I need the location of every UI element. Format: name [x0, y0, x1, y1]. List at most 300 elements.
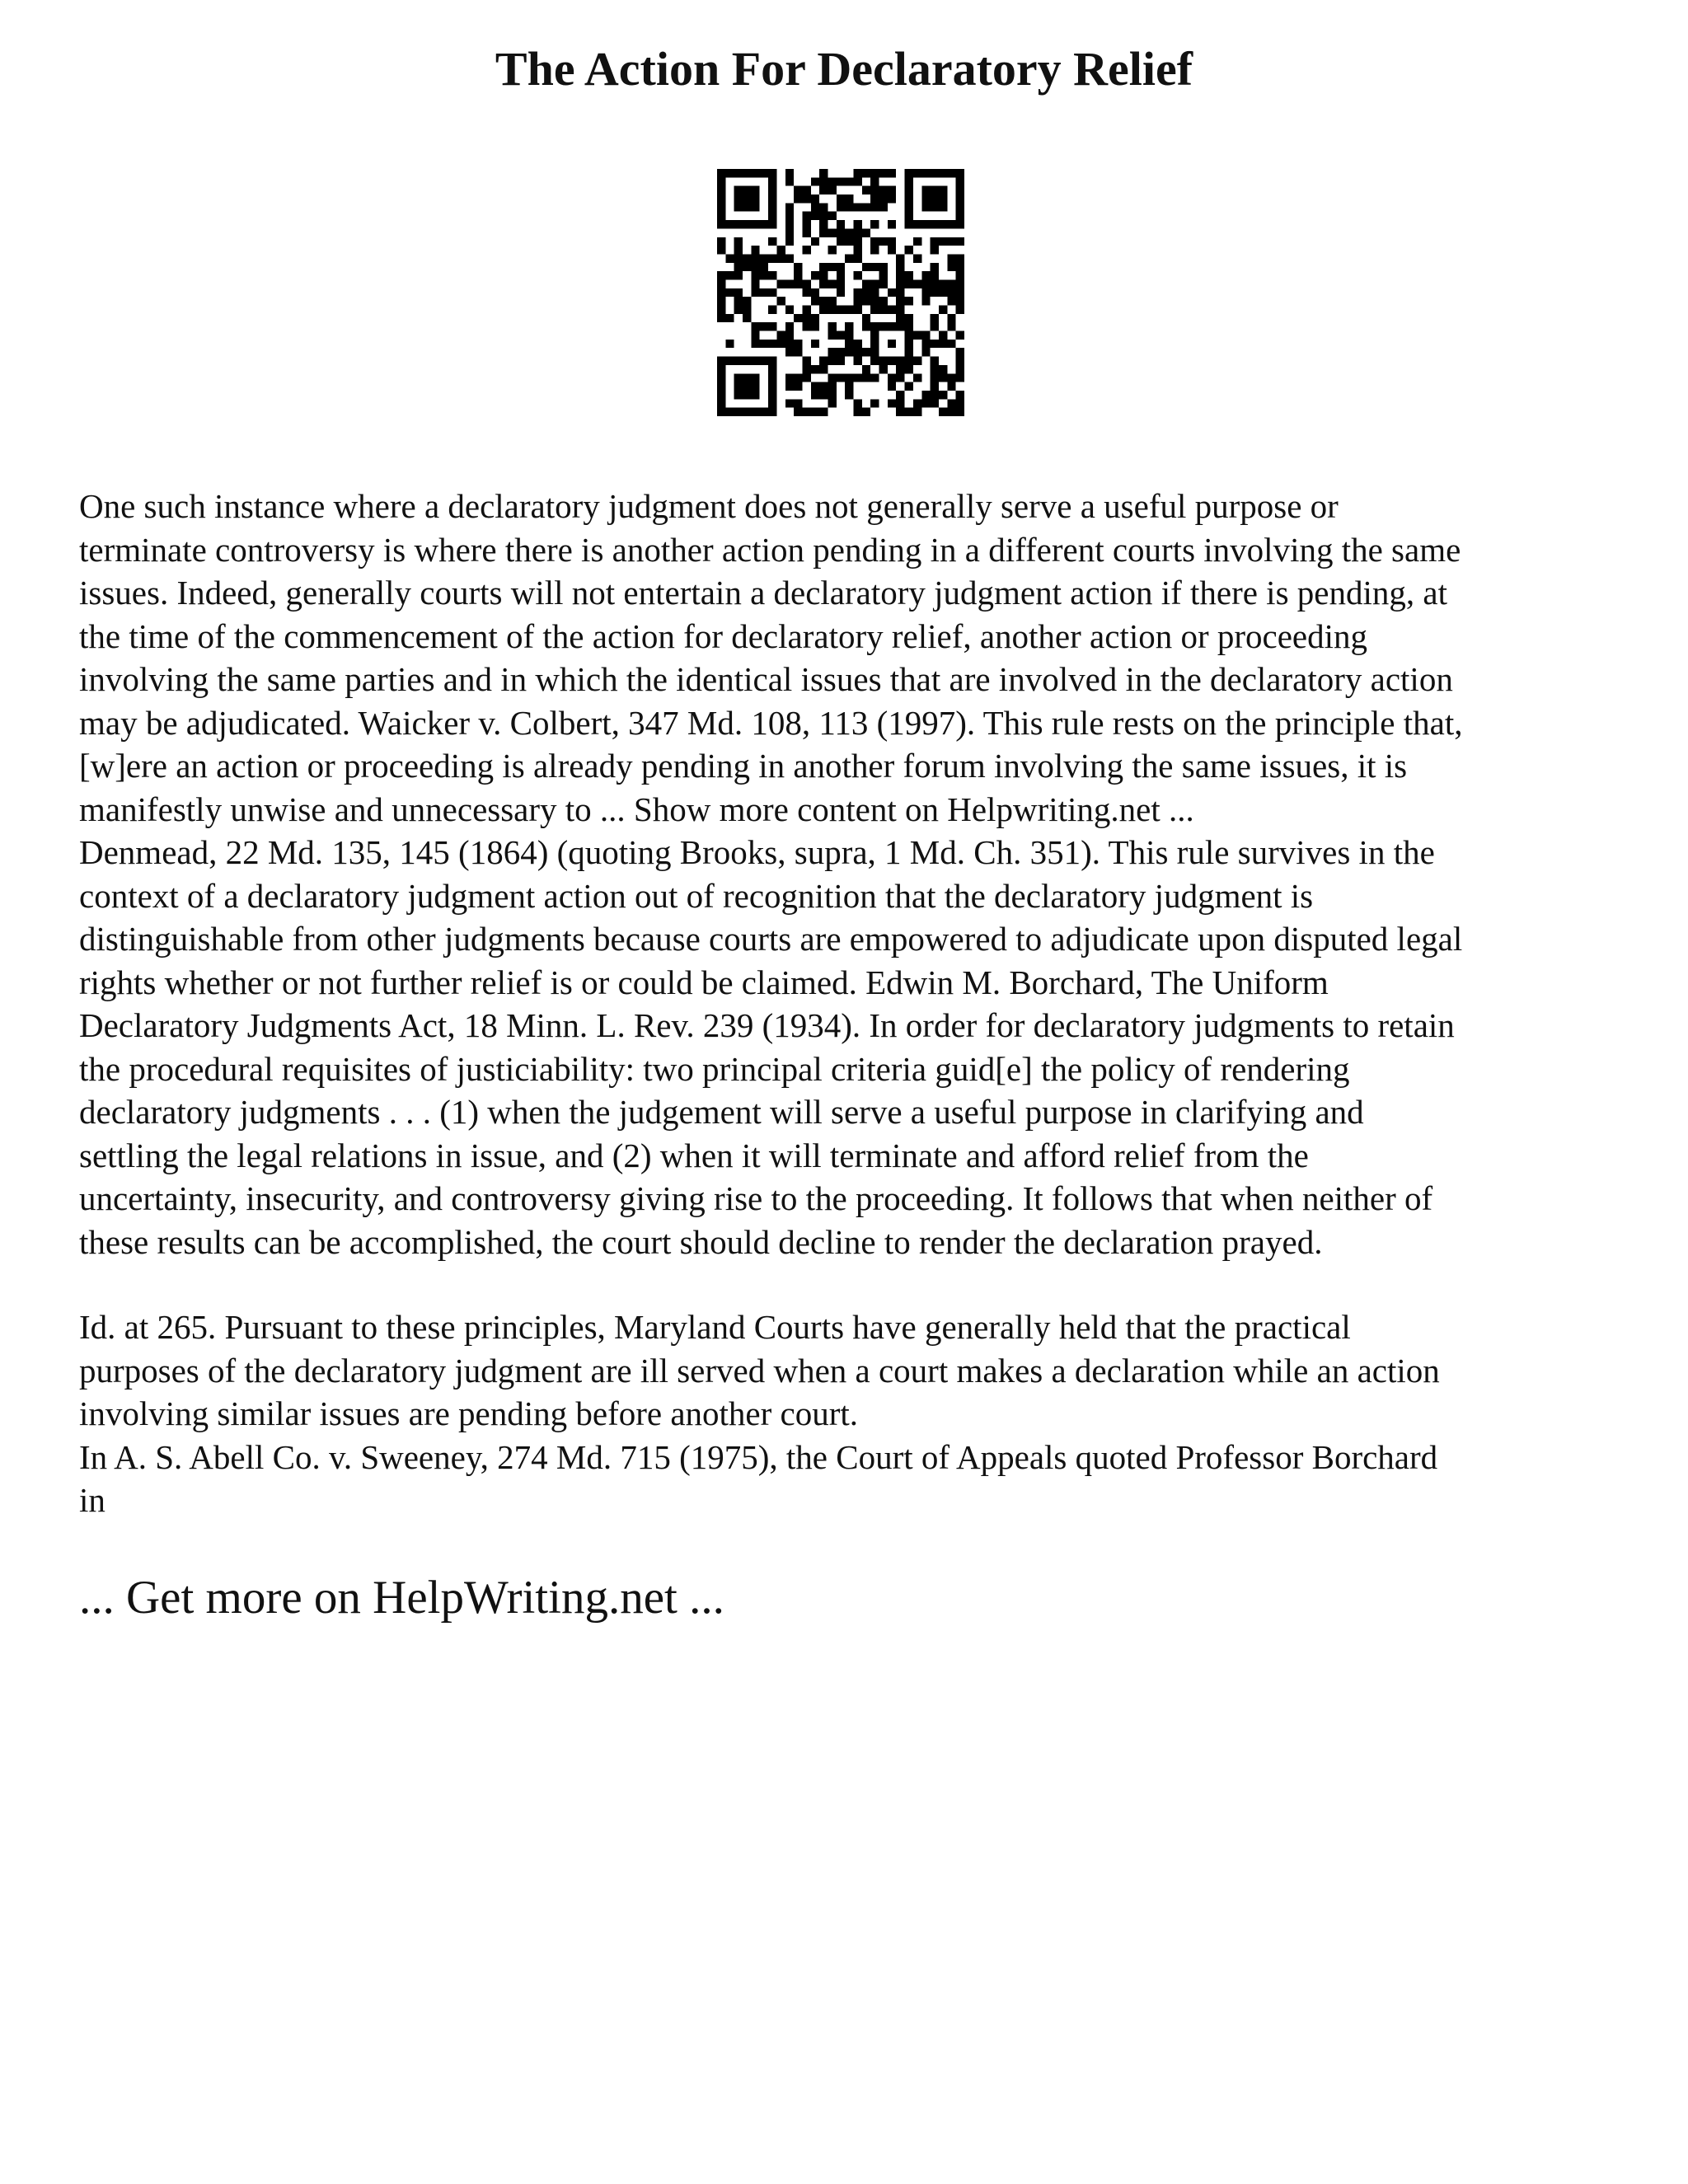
qr-module [931, 169, 939, 177]
qr-module [905, 322, 913, 330]
qr-module [888, 322, 896, 330]
text-line: the procedural requisites of justiciability: two principal criteria guid[e] the policy of rendering [79, 1049, 1350, 1088]
qr-module [870, 177, 879, 185]
qr-module [921, 399, 930, 407]
qr-module [931, 365, 939, 373]
text-line: manifestly unwise and unnecessary to ... Show more content on Helpwriting.net ... [79, 790, 1194, 828]
qr-module [828, 186, 836, 194]
qr-module [888, 373, 896, 382]
qr-module [931, 399, 939, 407]
qr-module [734, 297, 743, 305]
qr-module [862, 297, 870, 305]
qr-module [931, 382, 939, 391]
qr-module [862, 322, 870, 330]
qr-module [837, 348, 845, 356]
qr-module [819, 365, 828, 373]
qr-module [879, 271, 888, 279]
qr-module [734, 220, 743, 228]
qr-module [870, 263, 879, 271]
qr-module [905, 357, 913, 365]
qr-module [956, 331, 964, 340]
qr-module [888, 220, 896, 228]
qr-module [913, 399, 921, 407]
qr-module [921, 220, 930, 228]
qr-module [828, 246, 836, 254]
qr-module [802, 373, 810, 382]
qr-module [888, 357, 896, 365]
qr-module [921, 340, 930, 348]
qr-module [956, 220, 964, 228]
qr-module [939, 306, 947, 314]
qr-module [854, 177, 862, 185]
qr-module [896, 365, 904, 373]
qr-module [905, 348, 913, 356]
qr-module [828, 382, 836, 391]
qr-module [905, 177, 913, 185]
text-line: involving the same parties and in which the identical issues that are involved in the declaratory action [79, 660, 1453, 698]
qr-module [811, 212, 819, 220]
qr-module [921, 288, 930, 297]
text-line: rights whether or not further relief is or could be claimed. Edwin M. Borchard, The Uniform [79, 963, 1329, 1001]
qr-module [845, 331, 853, 340]
qr-module [725, 254, 734, 262]
qr-module [862, 263, 870, 271]
qr-module [837, 220, 845, 228]
qr-module [743, 169, 751, 177]
qr-module [939, 220, 947, 228]
qr-module [819, 263, 828, 271]
qr-module [896, 271, 904, 279]
qr-module [956, 288, 964, 297]
qr-module [896, 399, 904, 407]
qr-module [819, 220, 828, 228]
qr-module [819, 186, 828, 194]
qr-module [751, 357, 759, 365]
qr-module [717, 271, 725, 279]
qr-module [905, 246, 913, 254]
qr-module [819, 279, 828, 288]
qr-module [931, 373, 939, 382]
qr-module [768, 288, 776, 297]
qr-module [785, 306, 794, 314]
qr-module [743, 203, 751, 211]
qr-module [802, 288, 810, 297]
qr-module [734, 306, 743, 314]
qr-module [785, 382, 794, 391]
qr-module [725, 357, 734, 365]
qr-module [734, 391, 743, 399]
qr-module [931, 203, 939, 211]
qr-module [870, 169, 879, 177]
qr-module [939, 408, 947, 416]
qr-module [862, 169, 870, 177]
qr-module [760, 322, 768, 330]
qr-module [870, 357, 879, 365]
qr-module [794, 348, 802, 356]
qr-module [734, 382, 743, 391]
qr-code-icon [717, 169, 964, 416]
qr-module [819, 382, 828, 391]
qr-module [913, 331, 921, 340]
qr-module [785, 399, 794, 407]
qr-module [931, 271, 939, 279]
qr-module [862, 373, 870, 382]
qr-module [828, 279, 836, 288]
qr-module [717, 391, 725, 399]
qr-module [828, 297, 836, 305]
qr-module [794, 271, 802, 279]
qr-module [913, 254, 921, 262]
text-line: distinguishable from other judgments because courts are empowered to adjudicate upon disputed legal [79, 920, 1463, 958]
qr-module [862, 279, 870, 288]
qr-module [956, 357, 964, 365]
qr-module [845, 322, 853, 330]
qr-module [939, 340, 947, 348]
qr-module [854, 357, 862, 365]
qr-module [913, 169, 921, 177]
text-line: One such instance where a declaratory judgment does not generally serve a useful purpose or [79, 487, 1339, 525]
qr-module [879, 297, 888, 305]
qr-module [811, 365, 819, 373]
qr-module [931, 194, 939, 203]
qr-module [870, 297, 879, 305]
qr-module [794, 279, 802, 288]
qr-module [939, 365, 947, 373]
qr-module [896, 288, 904, 297]
qr-module [837, 279, 845, 288]
qr-module [776, 340, 785, 348]
qr-module [734, 203, 743, 211]
qr-module [794, 194, 802, 203]
qr-module [905, 194, 913, 203]
qr-module [743, 306, 751, 314]
qr-module [725, 340, 734, 348]
text-line: declaratory judgments . . . (1) when the judgement will serve a useful purpose in clarifying and [79, 1093, 1364, 1131]
qr-module [896, 322, 904, 330]
qr-module [947, 263, 955, 271]
qr-module [913, 237, 921, 246]
qr-module [913, 279, 921, 288]
qr-module [751, 408, 759, 416]
qr-module [888, 306, 896, 314]
qr-module [947, 297, 955, 305]
qr-module [802, 306, 810, 314]
qr-module [717, 194, 725, 203]
qr-module [768, 271, 776, 279]
qr-module [939, 331, 947, 340]
qr-module [854, 348, 862, 356]
qr-module [734, 254, 743, 262]
text-line: Denmead, 22 Md. 135, 145 (1864) (quoting Brooks, supra, 1 Md. Ch. 351). This rule survives in the [79, 833, 1435, 871]
qr-module [854, 203, 862, 211]
qr-module [956, 365, 964, 373]
qr-module [837, 194, 845, 203]
qr-module [828, 399, 836, 407]
qr-module [913, 220, 921, 228]
qr-module [913, 373, 921, 382]
qr-module [734, 271, 743, 279]
qr-module [768, 391, 776, 399]
qr-module [879, 322, 888, 330]
qr-module [845, 254, 853, 262]
qr-module [794, 373, 802, 382]
qr-module [931, 357, 939, 365]
qr-module [921, 391, 930, 399]
qr-module [888, 288, 896, 297]
qr-module [768, 169, 776, 177]
qr-module [760, 169, 768, 177]
qr-module [717, 177, 725, 185]
qr-module [862, 288, 870, 297]
qr-module [896, 314, 904, 322]
qr-module [931, 246, 939, 254]
qr-module [888, 237, 896, 246]
qr-module [768, 382, 776, 391]
qr-module [802, 212, 810, 220]
qr-module [751, 340, 759, 348]
qr-module [845, 340, 853, 348]
qr-module [947, 279, 955, 288]
qr-module [794, 382, 802, 391]
qr-module [828, 306, 836, 314]
qr-module [819, 408, 828, 416]
qr-module [879, 169, 888, 177]
text-line: Declaratory Judgments Act, 18 Minn. L. Rev. 239 (1934). In order for declaratory judgments to retain [79, 1006, 1455, 1044]
qr-module [956, 297, 964, 305]
qr-module [956, 391, 964, 399]
qr-module [931, 340, 939, 348]
qr-module [939, 203, 947, 211]
qr-module [845, 391, 853, 399]
qr-module [854, 306, 862, 314]
qr-module [760, 340, 768, 348]
qr-module [862, 203, 870, 211]
qr-module [751, 391, 759, 399]
qr-module [734, 408, 743, 416]
qr-module [956, 271, 964, 279]
qr-module [870, 194, 879, 203]
text-line: these results can be accomplished, the court should decline to render the declaration prayed. [79, 1222, 1323, 1261]
qr-module [751, 169, 759, 177]
qr-module [819, 306, 828, 314]
qr-module [862, 186, 870, 194]
qr-module [854, 237, 862, 246]
qr-module [862, 228, 870, 237]
qr-module [717, 382, 725, 391]
qr-module [751, 186, 759, 194]
qr-module [802, 357, 810, 365]
qr-module [743, 194, 751, 203]
text-line: involving similar issues are pending before another court. [79, 1394, 859, 1432]
qr-module [939, 194, 947, 203]
qr-module [870, 399, 879, 407]
qr-module [956, 177, 964, 185]
qr-module [794, 340, 802, 348]
qr-module [837, 263, 845, 271]
qr-module [905, 186, 913, 194]
qr-module [768, 408, 776, 416]
qr-module [888, 194, 896, 203]
qr-module [811, 271, 819, 279]
qr-module [811, 382, 819, 391]
qr-module [905, 297, 913, 305]
qr-module [888, 246, 896, 254]
qr-module [717, 373, 725, 382]
qr-module [879, 365, 888, 373]
qr-module [743, 391, 751, 399]
qr-module [743, 186, 751, 194]
qr-module [879, 263, 888, 271]
qr-module [845, 306, 853, 314]
qr-module [870, 186, 879, 194]
qr-module [751, 194, 759, 203]
qr-module [905, 314, 913, 322]
qr-module [751, 382, 759, 391]
qr-module [956, 212, 964, 220]
qr-module [760, 288, 768, 297]
qr-module [905, 279, 913, 288]
qr-module [837, 271, 845, 279]
qr-module [717, 314, 725, 322]
qr-module [939, 288, 947, 297]
qr-module [870, 322, 879, 330]
qr-module [947, 399, 955, 407]
qr-module [743, 408, 751, 416]
qr-module [828, 263, 836, 271]
text-line: Id. at 265. Pursuant to these principles, Maryland Courts have generally held that the practical [79, 1308, 1351, 1346]
qr-module [751, 331, 759, 340]
qr-module [802, 194, 810, 203]
qr-module [879, 237, 888, 246]
qr-module [743, 297, 751, 305]
qr-module [776, 279, 785, 288]
qr-module [947, 169, 955, 177]
qr-module [956, 194, 964, 203]
qr-module [734, 288, 743, 297]
qr-module [845, 373, 853, 382]
qr-module [931, 391, 939, 399]
body-paragraph-1 [79, 485, 1620, 1263]
qr-module [717, 306, 725, 314]
qr-module [854, 288, 862, 297]
qr-module [734, 246, 743, 254]
qr-module [845, 348, 853, 356]
qr-module [811, 203, 819, 211]
qr-module [828, 322, 836, 330]
qr-module [888, 340, 896, 348]
qr-module [870, 220, 879, 228]
qr-module [785, 169, 794, 177]
qr-module [854, 408, 862, 416]
qr-module [947, 220, 955, 228]
qr-module [725, 408, 734, 416]
qr-module [717, 212, 725, 220]
qr-module [905, 365, 913, 373]
qr-module [905, 408, 913, 416]
qr-module [854, 169, 862, 177]
qr-module [751, 288, 759, 297]
qr-module [921, 194, 930, 203]
qr-module [725, 220, 734, 228]
qr-module [811, 314, 819, 322]
qr-module [743, 357, 751, 365]
qr-module [717, 186, 725, 194]
qr-module [811, 391, 819, 399]
qr-module [931, 279, 939, 288]
qr-module [768, 254, 776, 262]
qr-module [939, 237, 947, 246]
qr-module [802, 228, 810, 237]
qr-module [956, 373, 964, 382]
qr-module [939, 169, 947, 177]
qr-module [845, 228, 853, 237]
qr-module [956, 186, 964, 194]
qr-module [760, 254, 768, 262]
qr-module [921, 297, 930, 305]
text-line: may be adjudicated. Waicker v. Colbert, 347 Md. 108, 113 (1997). This rule rests on the principle that, [79, 703, 1463, 742]
text-line: settling the legal relations in issue, and (2) when it will terminate and afford relief from the [79, 1136, 1309, 1174]
qr-module [717, 220, 725, 228]
qr-module [811, 237, 819, 246]
qr-module [939, 373, 947, 382]
qr-module [717, 399, 725, 407]
qr-module [896, 263, 904, 271]
qr-module [734, 186, 743, 194]
qr-module [828, 177, 836, 185]
qr-module [802, 279, 810, 288]
qr-module [947, 340, 955, 348]
qr-module [794, 399, 802, 407]
qr-module [768, 212, 776, 220]
qr-module [751, 220, 759, 228]
qr-module [854, 399, 862, 407]
qr-module [870, 237, 879, 246]
qr-module [811, 322, 819, 330]
qr-module [819, 297, 828, 305]
qr-module [921, 271, 930, 279]
qr-module [802, 408, 810, 416]
qr-module [802, 314, 810, 322]
qr-module [896, 373, 904, 382]
qr-module [768, 220, 776, 228]
qr-module [854, 228, 862, 237]
qr-module [931, 288, 939, 297]
text-line: In A. S. Abell Co. v. Sweeney, 274 Md. 715 (1975), the Court of Appeals quoted Professor Borchard [79, 1437, 1438, 1476]
qr-module [896, 279, 904, 288]
get-more-link[interactable]: ... Get more on HelpWriting.net ... [79, 1572, 724, 1624]
qr-module [947, 237, 955, 246]
qr-module [854, 254, 862, 262]
qr-module [905, 220, 913, 228]
qr-module [802, 246, 810, 254]
qr-module [888, 169, 896, 177]
qr-module [785, 237, 794, 246]
qr-module [768, 322, 776, 330]
qr-module [768, 186, 776, 194]
qr-module [905, 212, 913, 220]
qr-module [785, 279, 794, 288]
qr-module [794, 408, 802, 416]
qr-module [879, 203, 888, 211]
qr-module [743, 314, 751, 322]
qr-module [743, 263, 751, 271]
qr-module [819, 203, 828, 211]
qr-module [939, 279, 947, 288]
qr-module [751, 263, 759, 271]
qr-module [947, 408, 955, 416]
text-line: the time of the commencement of the action for declaratory relief, another action or proceeding [79, 616, 1368, 655]
qr-module [956, 169, 964, 177]
